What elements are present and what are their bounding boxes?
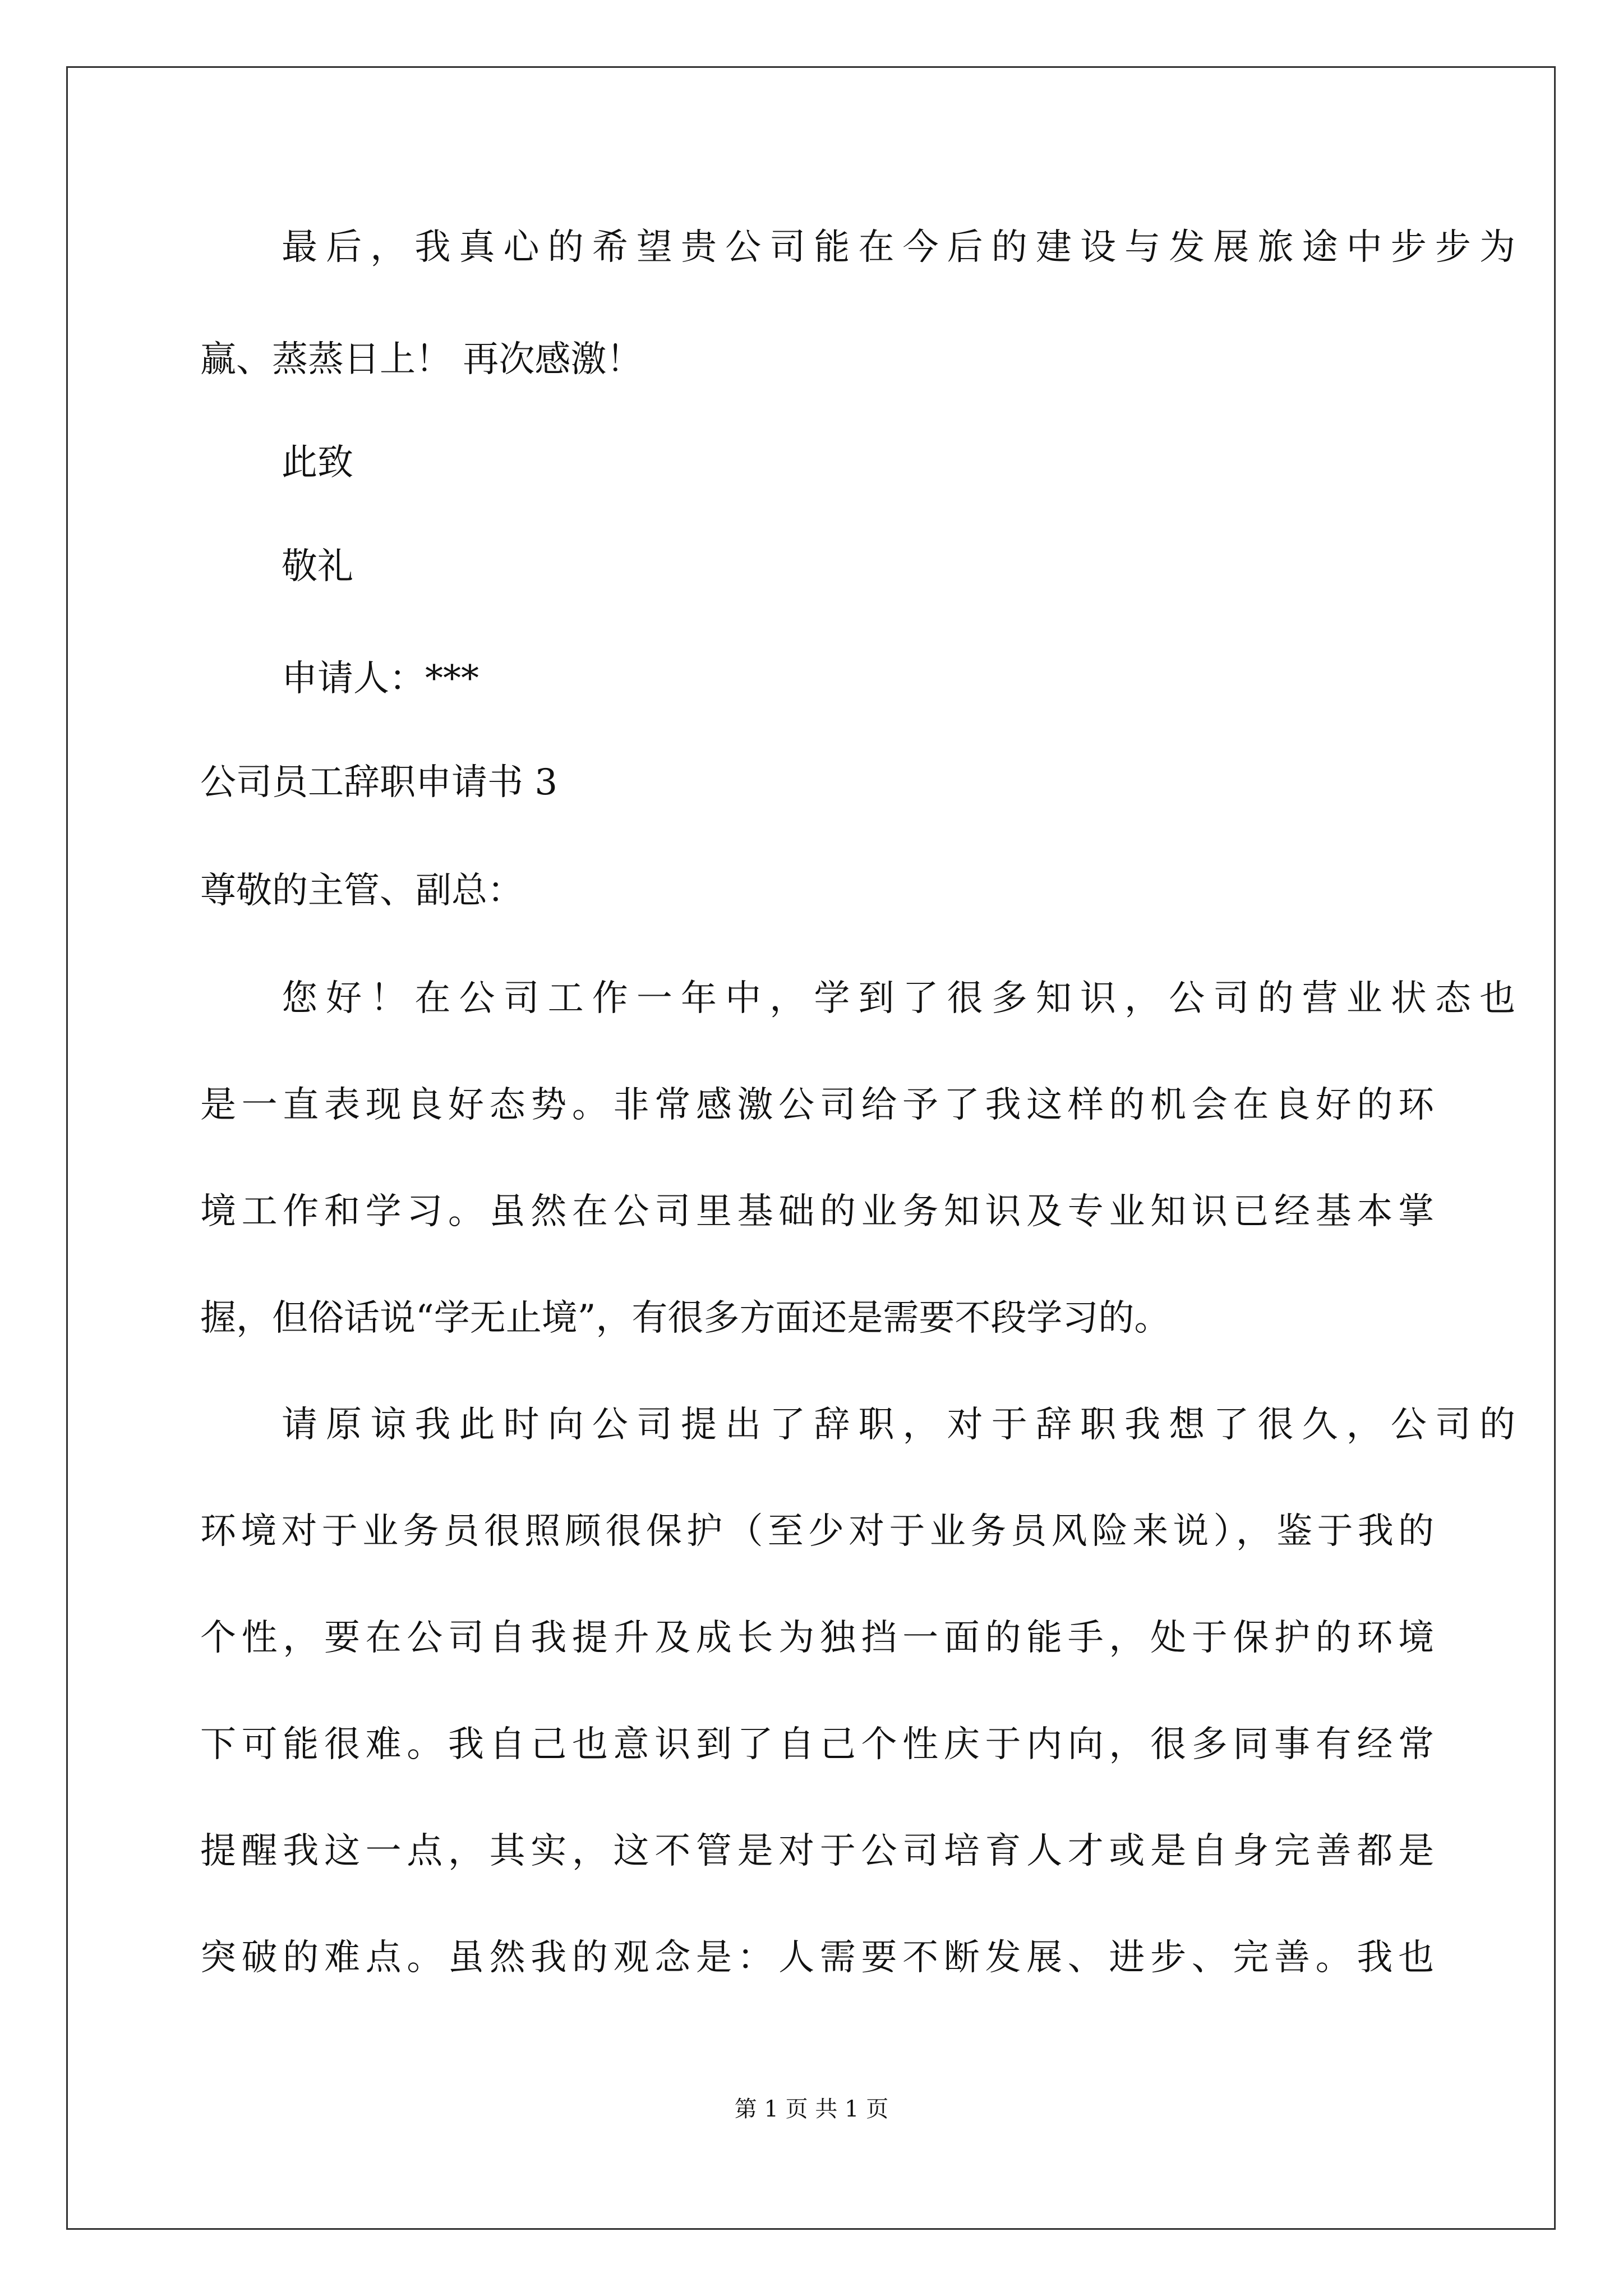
paragraph-line: 提醒我这一点，其实，这不管是对于公司培育人才或是自身完善都是 xyxy=(200,1830,1434,1872)
page-border xyxy=(66,66,1556,2230)
page-footer: 第 1 页 共 1 页 xyxy=(734,2096,889,2122)
paragraph-line: 赢、蒸蒸日上！ 再次感激！ xyxy=(200,339,643,380)
paragraph-line: 个性，要在公司自我提升及成长为独挡一面的能手，处于保护的环境 xyxy=(200,1617,1434,1659)
paragraph-line: 握，但俗话说“学无止境”，有很多方面还是需要不段学习的。 xyxy=(200,1297,1170,1339)
paragraph-line: 您好！在公司工作一年中，学到了很多知识，公司的营业状态也 xyxy=(282,978,1515,1019)
paragraph-line: 是一直表现良好态势。非常感激公司给予了我这样的机会在良好的环 xyxy=(200,1084,1434,1126)
closing-regards: 敬礼 xyxy=(282,546,353,587)
paragraph-line: 请原谅我此时向公司提出了辞职，对于辞职我想了很久，公司的 xyxy=(282,1404,1515,1446)
section-title: 公司员工辞职申请书 3 xyxy=(200,762,558,803)
paragraph-line: 突破的难点。虽然我的观念是：人需要不断发展、进步、完善。我也 xyxy=(200,1937,1434,1978)
applicant-signature: 申请人：*** xyxy=(282,658,479,700)
paragraph-line: 最后，我真心的希望贵公司能在今后的建设与发展旅途中步步为 xyxy=(282,227,1515,268)
paragraph-line: 环境对于业务员很照顾很保护（至少对于业务员风险来说），鉴于我的 xyxy=(200,1511,1434,1552)
paragraph-line: 境工作和学习。虽然在公司里基础的业务知识及专业知识已经基本掌 xyxy=(200,1191,1434,1232)
paragraph-line: 下可能很难。我自己也意识到了自己个性庆于内向，很多同事有经常 xyxy=(200,1724,1434,1765)
greeting: 尊敬的主管、副总： xyxy=(200,870,523,912)
closing-salutation: 此致 xyxy=(282,442,353,484)
